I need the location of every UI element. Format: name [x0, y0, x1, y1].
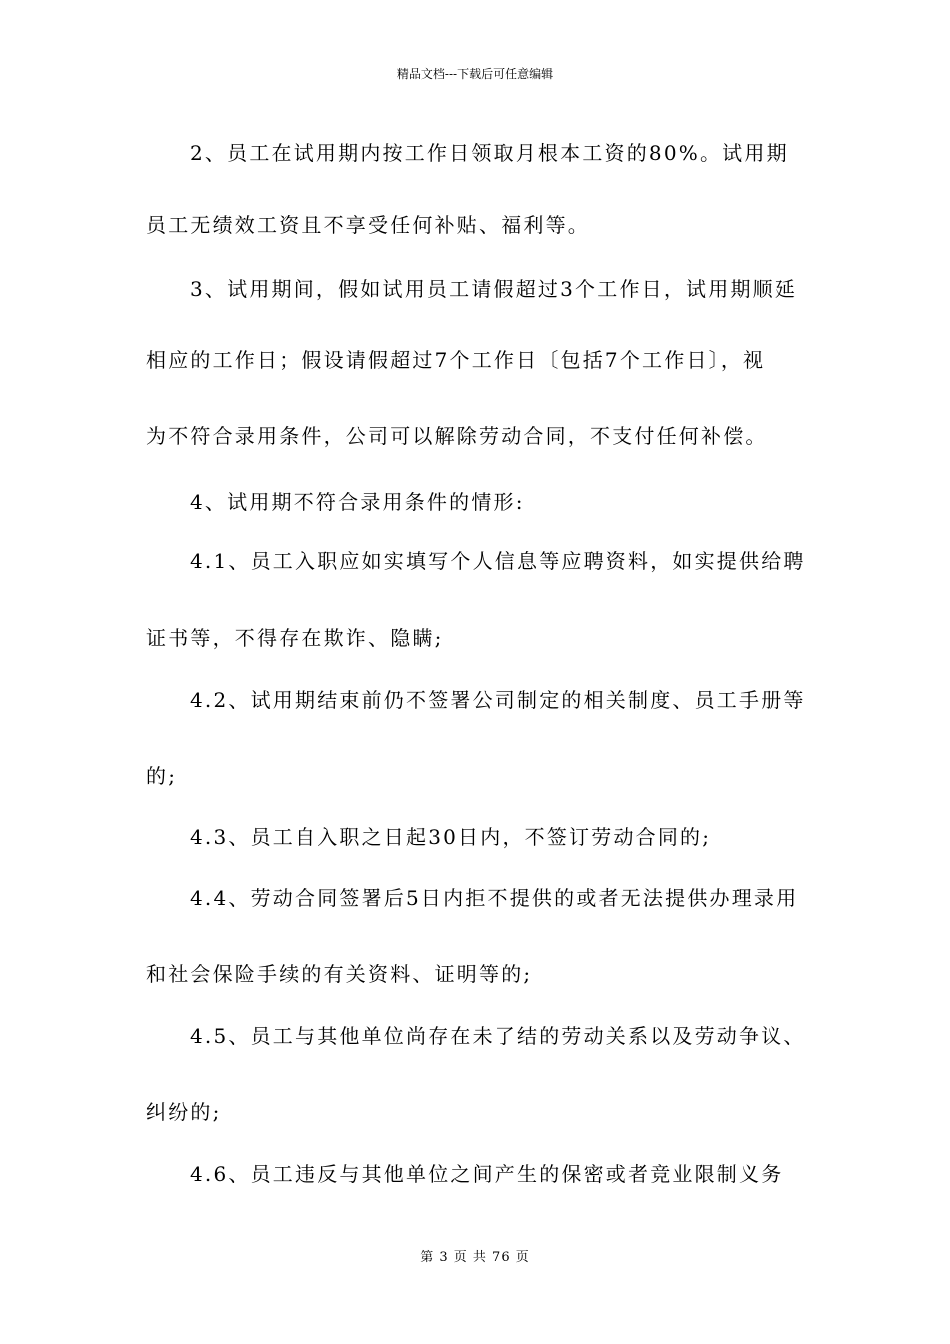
paragraph-line: 证书等，不得存在欺诈、隐瞒;: [146, 626, 444, 650]
paragraph-line: 4、试用期不符合录用条件的情形:: [190, 490, 525, 514]
paragraph-line: 员工无绩效工资且不享受任何补贴、福利等。: [146, 213, 590, 237]
paragraph-line: 4.6、员工违反与其他单位之间产生的保密或者竞业限制义务: [190, 1162, 784, 1186]
paragraph-line: 3、试用期间，假如试用员工请假超过3个工作日，试用期顺延: [190, 277, 798, 301]
paragraph-line: 和社会保险手续的有关资料、证明等的;: [146, 962, 533, 986]
paragraph-line: 的;: [146, 764, 178, 788]
paragraph-line: 4.3、员工自入职之日起30日内，不签订劳动合同的;: [190, 825, 712, 849]
paragraph-line: 4.1、员工入职应如实填写个人信息等应聘资料，如实提供给聘: [190, 549, 806, 573]
paragraph-line: 4.2、试用期结束前仍不签署公司制定的相关制度、员工手册等: [190, 688, 806, 712]
page-header: 精品文档---下载后可任意编辑: [396, 67, 554, 81]
paragraph-line: 相应的工作日；假设请假超过7个工作日〔包括7个工作日〕，视: [146, 348, 766, 372]
paragraph-line: 4.5、员工与其他单位尚存在未了结的劳动关系以及劳动争议、: [190, 1024, 806, 1048]
paragraph-line: 纠纷的;: [146, 1100, 222, 1124]
page-footer: 第 3 页 共 76 页: [420, 1250, 530, 1265]
paragraph-line: 为不符合录用条件，公司可以解除劳动合同，不支付任何补偿。: [146, 424, 768, 448]
paragraph-line: 4.4、劳动合同签署后5日内拒不提供的或者无法提供办理录用: [190, 886, 799, 910]
paragraph-line: 2、员工在试用期内按工作日领取月根本工资的80%。试用期: [190, 141, 789, 165]
